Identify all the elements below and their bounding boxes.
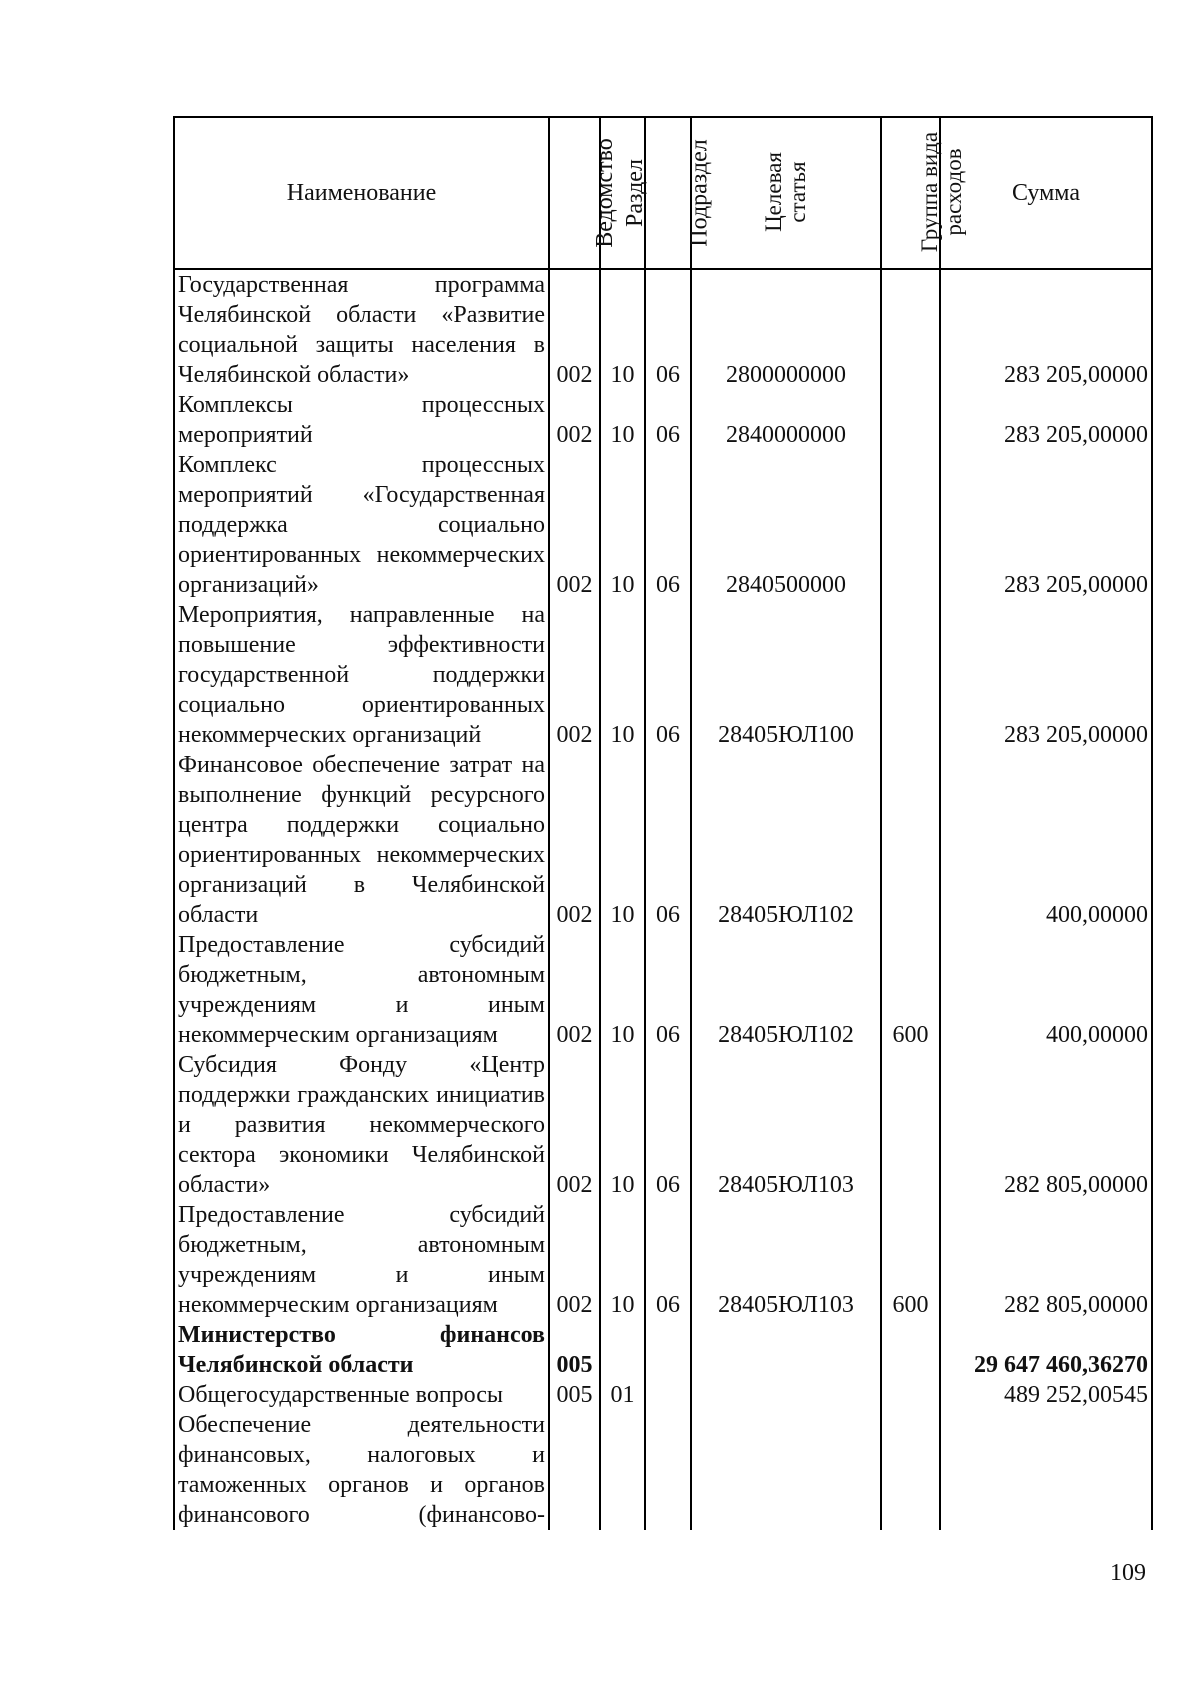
header-razdel: Раздел [600,117,645,269]
row-summa [940,1410,1152,1530]
row-gruppa [881,1380,940,1410]
row-vedomstvo: 002 [549,390,600,450]
table-row [174,600,1152,750]
row-name: Мероприятия, направленные на повышение эффективности государственной поддержки социально ориентированных некоммерческих организаций [174,600,549,750]
row-name: Государственная программа Челябинской области «Развитие социальной защиты населения в Челябинской области» [174,269,549,390]
row-summa: 400,00000 [940,750,1152,930]
row-gruppa [881,390,940,450]
row-name: Комплекс процессных мероприятий «Государственная поддержка социально ориентированных некоммерческих организаций» [174,450,549,600]
table-row [174,269,1152,390]
row-razdel: 10 [600,750,645,930]
row-razdel: 10 [600,450,645,600]
row-razdel [600,1410,645,1530]
row-podrazdel [645,1410,691,1530]
row-vedomstvo: 002 [549,1200,600,1320]
row-gruppa: 600 [881,1200,940,1320]
row-statya [691,1380,881,1410]
table-header-row [174,117,1152,269]
row-podrazdel: 06 [645,750,691,930]
row-podrazdel: 06 [645,1200,691,1320]
row-vedomstvo: 002 [549,930,600,1050]
row-podrazdel [645,1320,691,1380]
row-podrazdel: 06 [645,269,691,390]
row-gruppa [881,269,940,390]
table-row [174,390,1152,450]
row-name: Финансовое обеспечение затрат на выполнение функций ресурсного центра поддержки социально ориентированных некоммерческих организаций в Челябинской области [174,750,549,930]
table-row [174,930,1152,1050]
row-razdel [600,1320,645,1380]
row-summa: 283 205,00000 [940,390,1152,450]
row-vedomstvo: 002 [549,450,600,600]
row-razdel: 10 [600,269,645,390]
row-name: Предоставление субсидий бюджетным, автономным учреждениям и иным некоммерческим организациям [174,930,549,1050]
header-name: Наименование [174,117,549,269]
row-statya: 2840000000 [691,390,881,450]
row-vedomstvo: 002 [549,1050,600,1200]
row-gruppa [881,1320,940,1380]
row-summa: 283 205,00000 [940,269,1152,390]
row-podrazdel: 06 [645,450,691,600]
table-row [174,750,1152,930]
header-statya: Целевая статья [691,117,881,269]
table-row [174,1050,1152,1200]
table-row [174,1410,1152,1530]
row-statya [691,1410,881,1530]
header-vedomstvo: Ведомство [549,117,600,269]
row-razdel: 10 [600,1050,645,1200]
row-name: Субсидия Фонду «Центр поддержки гражданских инициатив и развития некоммерческого сектора экономики Челябинской области» [174,1050,549,1200]
row-statya: 28405ЮЛ103 [691,1050,881,1200]
row-summa: 282 805,00000 [940,1050,1152,1200]
row-gruppa [881,750,940,930]
row-razdel: 10 [600,930,645,1050]
row-statya: 28405ЮЛ102 [691,930,881,1050]
row-statya: 2800000000 [691,269,881,390]
row-podrazdel [645,1380,691,1410]
row-vedomstvo: 005 [549,1380,600,1410]
header-gruppa: Группа вида расходов [881,117,940,269]
row-vedomstvo: 002 [549,750,600,930]
row-vedomstvo: 005 [549,1320,600,1380]
table-row [174,1380,1152,1410]
row-gruppa [881,450,940,600]
row-name: Министерство финансов Челябинской области [174,1320,549,1380]
row-podrazdel: 06 [645,930,691,1050]
header-podrazdel: Подраздел [645,117,691,269]
row-gruppa: 600 [881,930,940,1050]
row-name: Комплексы процессных мероприятий [174,390,549,450]
row-gruppa [881,1050,940,1200]
row-summa: 29 647 460,36270 [940,1320,1152,1380]
row-statya: 2840500000 [691,450,881,600]
row-summa: 283 205,00000 [940,600,1152,750]
row-statya: 28405ЮЛ100 [691,600,881,750]
page-number: 109 [1110,1560,1146,1586]
row-name: Предоставление субсидий бюджетным, автономным учреждениям и иным некоммерческим организациям [174,1200,549,1320]
row-vedomstvo [549,1410,600,1530]
row-name: Обеспечение деятельности финансовых, налоговых и таможенных органов и органов финансового (финансово- [174,1410,549,1530]
header-summa: Сумма [940,117,1152,269]
table-row [174,450,1152,600]
row-summa: 489 252,00545 [940,1380,1152,1410]
row-vedomstvo: 002 [549,600,600,750]
row-summa: 282 805,00000 [940,1200,1152,1320]
row-podrazdel: 06 [645,600,691,750]
row-podrazdel: 06 [645,1050,691,1200]
row-gruppa [881,1410,940,1530]
table-row [174,1320,1152,1380]
row-razdel: 01 [600,1380,645,1410]
budget-table [173,116,1153,1530]
row-name: Общегосударственные вопросы [174,1380,549,1410]
row-gruppa [881,600,940,750]
row-vedomstvo: 002 [549,269,600,390]
table-row [174,1200,1152,1320]
row-razdel: 10 [600,1200,645,1320]
row-summa: 283 205,00000 [940,450,1152,600]
row-razdel: 10 [600,600,645,750]
row-statya: 28405ЮЛ103 [691,1200,881,1320]
row-podrazdel: 06 [645,390,691,450]
row-razdel: 10 [600,390,645,450]
row-statya [691,1320,881,1380]
row-summa: 400,00000 [940,930,1152,1050]
row-statya: 28405ЮЛ102 [691,750,881,930]
